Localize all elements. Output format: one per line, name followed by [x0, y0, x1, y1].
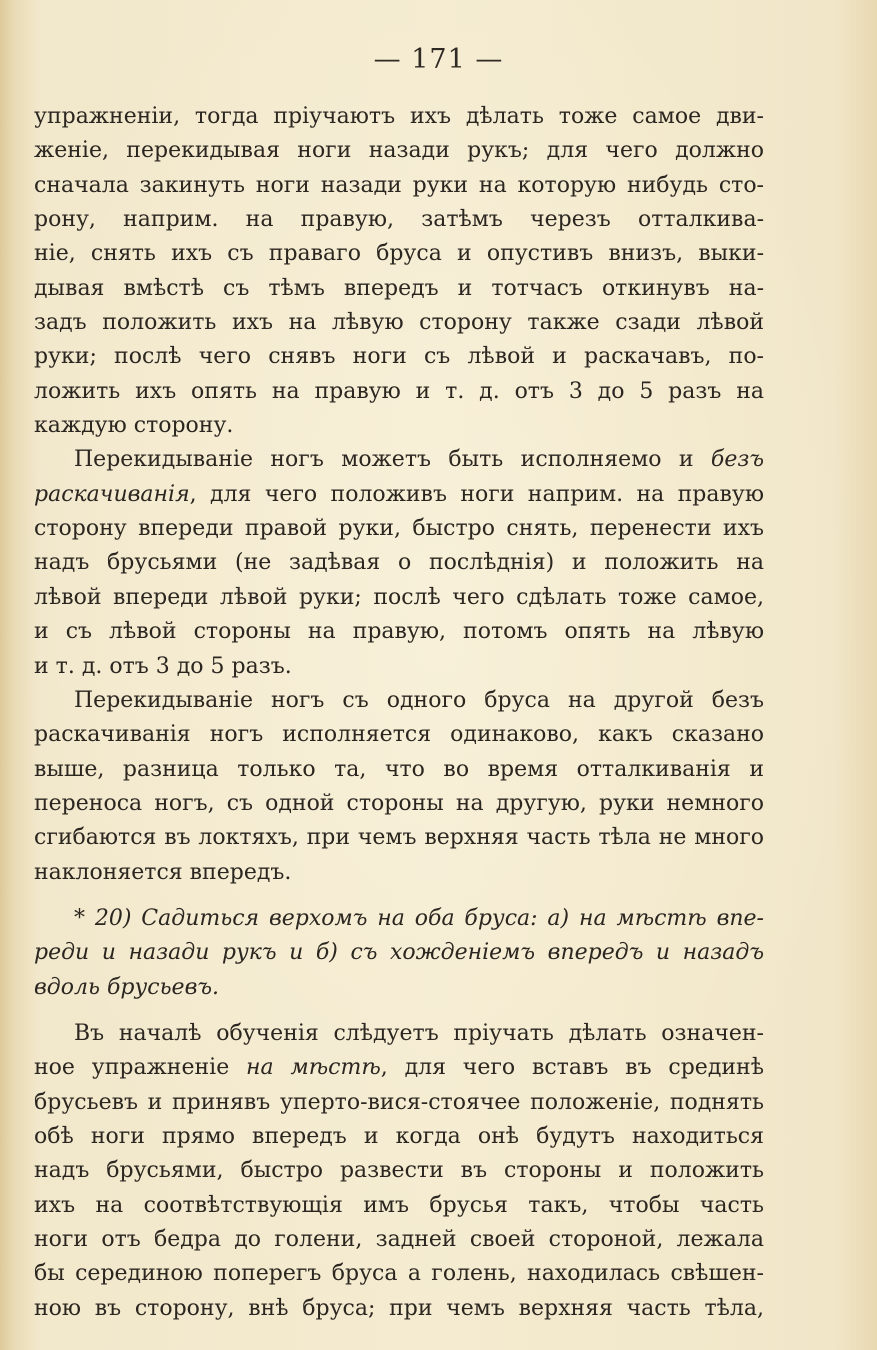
- text-line: каждую сторону.: [34, 413, 234, 439]
- text-run: Перекидываніе ногъ можетъ быть исполняемо и: [74, 447, 711, 473]
- spacer: [34, 1005, 764, 1017]
- text-line: выше, разница только та, что во время отталкиванія и: [34, 756, 764, 782]
- text-line: наклоняется впередъ.: [34, 859, 292, 885]
- text-line: брусьевъ и принявъ уперто-вися-стоячее положеніе, поднять: [34, 1089, 764, 1115]
- text-line: бы серединою поперегъ бруса а голень, находилась свѣшен-: [34, 1261, 764, 1287]
- text-run: , для чего положивъ ноги наприм. на правую: [189, 481, 764, 507]
- italic-run: на мѣстѣ: [246, 1055, 381, 1081]
- text-line: упражненіи, тогда пріучаютъ ихъ дѣлать тоже самое дви-: [34, 104, 764, 129]
- text-line: [34, 478, 764, 512]
- text-line: обѣ ноги прямо впередъ и когда онѣ будутъ находиться: [34, 1123, 764, 1149]
- text-line: [34, 1051, 764, 1085]
- text-line: руки; послѣ чего снявъ ноги съ лѣвой и раскачавъ, по-: [34, 344, 764, 370]
- exercise-heading: * 20) Садиться верхомъ на оба бруса: а) на мѣстѣ впе-: [74, 905, 764, 931]
- text-line: переноса ногъ, съ одной стороны на другую, руки немного: [34, 790, 764, 816]
- text-line: раскачиванія ногъ исполняется одинаково, какъ сказано: [34, 722, 764, 748]
- page-number: — 171 —: [373, 44, 504, 75]
- text-run: , для чего вставъ въ срединѣ: [380, 1055, 764, 1081]
- text-line: надъ брусьями, быстро развести въ стороны и положить: [34, 1158, 764, 1184]
- text-line: рону, наприм. на правую, затѣмъ черезъ отталкива-: [34, 207, 764, 233]
- text-line: Въ началѣ обученія слѣдуетъ пріучать дѣлать означен-: [74, 1020, 764, 1046]
- text-line: ніе, снять ихъ съ праваго бруса и опустивъ внизъ, выки-: [34, 241, 764, 267]
- text-line: ихъ на соотвѣтствующія имъ брусья такъ, чтобы часть: [34, 1192, 764, 1218]
- text-line: сначала закинуть ноги назади руки на которую нибудь сто-: [34, 172, 764, 198]
- text-line: задъ положить ихъ на лѣвую сторону также сзади лѣвой: [34, 310, 764, 336]
- text-line: ноги отъ бедра до голени, задней своей стороной, лежала: [34, 1227, 764, 1252]
- text-line: Перекидываніе ногъ съ одного бруса на другой безъ: [74, 687, 764, 713]
- text-line: и съ лѣвой стороны на правую, потомъ опять на лѣвую: [34, 619, 764, 645]
- italic-run: безъ: [710, 447, 764, 473]
- text-run: ное упражненіе: [34, 1055, 247, 1081]
- text-line: лѣвой впереди лѣвой руки; послѣ чего сдѣлать тоже самое,: [34, 584, 764, 610]
- spacer: [34, 890, 764, 902]
- exercise-heading: реди и назади рукъ и б) съ хожденіемъ впередъ и назадъ: [34, 940, 764, 966]
- text-line: ложить ихъ опять на правую и т. д. отъ 3 до 5 разъ на: [34, 378, 764, 404]
- italic-run: раскачиванія: [34, 481, 190, 507]
- text-line: дывая вмѣстѣ съ тѣмъ впередъ и тотчасъ откинувъ на-: [34, 275, 764, 301]
- text-line: [34, 443, 764, 477]
- text-line: женіе, перекидывая ноги назади рукъ; для чего должно: [34, 138, 764, 164]
- text-line: сгибаются въ локтяхъ, при чемъ верхняя часть тѣла не много: [34, 825, 764, 851]
- text-line: сторону впереди правой руки, быстро снять, перенести ихъ: [34, 516, 764, 542]
- exercise-heading: вдоль брусьевъ.: [34, 974, 220, 1000]
- text-line: и т. д. отъ 3 до 5 разъ.: [34, 653, 292, 679]
- page-text: [34, 100, 764, 1326]
- text-line: ною въ сторону, внѣ бруса; при чемъ верхняя часть тѣла,: [34, 1295, 764, 1321]
- text-line: надъ брусьями (не задѣвая о послѣднія) и положить на: [34, 550, 764, 576]
